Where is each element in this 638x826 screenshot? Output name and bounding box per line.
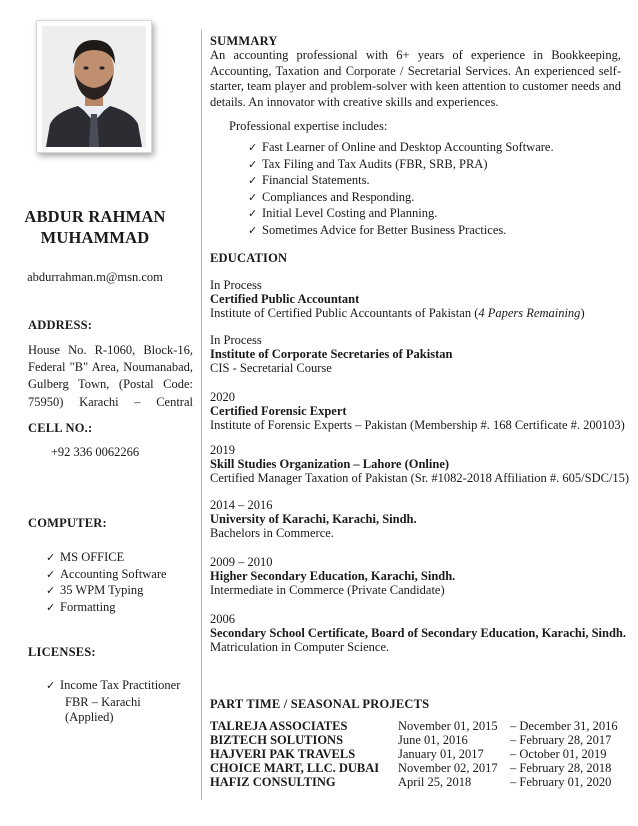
project-company: TALREJA ASSOCIATES (210, 719, 348, 733)
checkmark-icon: ✓ (248, 158, 258, 171)
education-detail: Bachelors in Commerce. (210, 526, 334, 541)
education-entry (210, 443, 630, 486)
education-entry (210, 333, 622, 376)
cell-number: +92 336 0062266 (50, 445, 140, 459)
education-entry (210, 555, 622, 598)
education-date: In Process (210, 278, 262, 292)
candidate-name (0, 206, 190, 248)
education-entry (210, 278, 622, 321)
education-date: 2009 – 2010 (210, 555, 273, 569)
project-company: HAJVERI PAK TRAVELS (210, 747, 356, 762)
computer-heading: COMPUTER: (28, 516, 107, 530)
education-date: 2020 (210, 390, 235, 404)
detail-end: ) (580, 306, 585, 321)
education-entry (210, 612, 626, 655)
education-detail: Institute of Forensic Experts – Pakistan (Membership #. 168 Certificate #. 200103) (210, 418, 625, 433)
education-date: In Process (210, 333, 262, 347)
list-item (46, 583, 167, 600)
education-title: Institute of Corporate Secretaries of Pakistan (210, 347, 453, 362)
list-item-label: Initial Level Costing and Planning. (262, 206, 438, 220)
license-authority: FBR – Karachi (65, 694, 141, 709)
table-row (210, 761, 620, 775)
education-heading: EDUCATION (210, 251, 288, 265)
list-item-label: Formatting (60, 599, 116, 614)
summary-text: An accounting professional with 6+ years of experience in Bookkeeping, Accounting, Taxation and Corporate / Secretarial Services. An experienced self-starter, team player and problem-solver with keen attention to customer needs and details. An innovator with creative skills and experiences. (210, 48, 621, 109)
education-title: Skill Studies Organization – Lahore (Online) (210, 457, 450, 472)
address-line: 75950) Karachi – Central (28, 394, 193, 409)
table-row (210, 733, 620, 747)
project-company: BIZTECH SOLUTIONS (210, 733, 344, 748)
name-line-1: ABDUR RAHMAN (24, 207, 166, 226)
education-detail (210, 306, 622, 320)
education-entry (210, 498, 622, 541)
project-end: – December 31, 2016 (510, 719, 618, 733)
list-item (248, 173, 554, 190)
checkmark-icon: ✓ (46, 552, 56, 564)
list-item (248, 190, 554, 207)
checkmark-icon: ✓ (46, 680, 56, 692)
person-portrait-icon (42, 26, 146, 147)
project-end: – February 28, 2017 (510, 733, 612, 748)
education-date: 2006 (210, 612, 235, 626)
education-title: University of Karachi, Karachi, Sindh. (210, 512, 417, 527)
expertise-list (248, 140, 554, 239)
licenses-heading: LICENSES: (28, 645, 96, 659)
address-line: Federal "B" Area, Noumanabad, (28, 360, 193, 375)
email-address: abdurrahman.m@msn.com (27, 270, 163, 284)
education-date: 2014 – 2016 (210, 498, 273, 512)
project-end: – February 01, 2020 (510, 775, 612, 790)
computer-skills-list (46, 550, 167, 616)
list-item (46, 678, 180, 695)
checkmark-icon: ✓ (248, 191, 258, 204)
checkmark-icon: ✓ (248, 208, 258, 220)
cell-heading: CELL NO.: (28, 421, 93, 435)
table-row (210, 747, 620, 761)
detail-italic: 4 Papers Remaining (478, 306, 581, 321)
list-item (46, 600, 167, 617)
education-detail: Certified Manager Taxation of Pakistan (Sr. #1082-2018 Affiliation #. 605/SDC/15) (210, 471, 630, 486)
list-item-label: Sometimes Advice for Better Business Practices. (262, 222, 507, 237)
checkmark-icon: ✓ (46, 585, 56, 598)
licenses-list (46, 678, 180, 726)
table-row (210, 719, 620, 733)
summary-heading: SUMMARY (210, 34, 278, 48)
education-date: 2019 (210, 443, 235, 457)
education-title: Certified Forensic Expert (210, 404, 347, 419)
profile-photo (42, 26, 146, 147)
detail-text: Institute of Certified Public Accountants of Pakistan ( (210, 306, 479, 321)
project-company: CHOICE MART, LLC. DUBAI (210, 761, 380, 776)
list-item-label: Financial Statements. (262, 173, 370, 187)
projects-table (210, 719, 620, 789)
projects-heading: PART TIME / SEASONAL PROJECTS (210, 697, 430, 711)
list-item-label: Fast Learner of Online and Desktop Accounting Software. (262, 140, 554, 154)
address-line: Gulberg Town, (Postal Code: (28, 377, 193, 392)
project-start: June 01, 2016 (398, 733, 468, 748)
column-divider (201, 30, 202, 800)
checkmark-icon: ✓ (46, 601, 56, 614)
checkmark-icon: ✓ (248, 142, 258, 154)
project-company: HAFIZ CONSULTING (210, 775, 336, 790)
project-end: – February 28, 2018 (510, 761, 612, 776)
project-end: – October 01, 2019 (510, 747, 607, 762)
list-item (248, 140, 554, 157)
education-title: Certified Public Accountant (210, 292, 360, 307)
education-detail: CIS - Secretarial Course (210, 361, 332, 376)
address-block (28, 342, 193, 411)
list-item (248, 157, 554, 174)
education-title: Higher Secondary Education, Karachi, Sindh. (210, 569, 456, 584)
education-detail: Matriculation in Computer Science. (210, 640, 390, 655)
project-start: November 01, 2015 (398, 719, 498, 733)
list-item-label: Tax Filing and Tax Audits (FBR, SRB, PRA) (262, 156, 488, 171)
address-line: House No. R-1060, Block-16, (28, 343, 193, 357)
license-name: Income Tax Practitioner (60, 678, 181, 692)
education-entry (210, 390, 625, 433)
project-start: January 01, 2017 (398, 747, 484, 762)
list-item (248, 206, 554, 223)
profile-photo-frame (36, 20, 152, 153)
list-item (248, 223, 554, 240)
list-item-label: 35 WPM Typing (60, 583, 144, 598)
list-item (46, 567, 167, 584)
license-status: (Applied) (65, 710, 114, 725)
expertise-intro: Professional expertise includes: (229, 119, 388, 133)
list-item-label: Compliances and Responding. (262, 189, 415, 204)
checkmark-icon: ✓ (248, 175, 258, 187)
project-start: November 02, 2017 (398, 761, 498, 776)
list-item (46, 550, 167, 567)
education-title: Secondary School Certificate, Board of Secondary Education, Karachi, Sindh. (210, 626, 626, 641)
checkmark-icon: ✓ (248, 224, 258, 237)
list-item-label: MS OFFICE (60, 550, 125, 564)
table-row (210, 775, 620, 789)
address-heading: ADDRESS: (28, 318, 93, 332)
project-start: April 25, 2018 (398, 775, 472, 790)
checkmark-icon: ✓ (46, 568, 56, 581)
name-line-2: MUHAMMAD (40, 228, 150, 247)
list-item-label: Accounting Software (60, 566, 167, 581)
education-detail: Intermediate in Commerce (Private Candidate) (210, 583, 445, 598)
